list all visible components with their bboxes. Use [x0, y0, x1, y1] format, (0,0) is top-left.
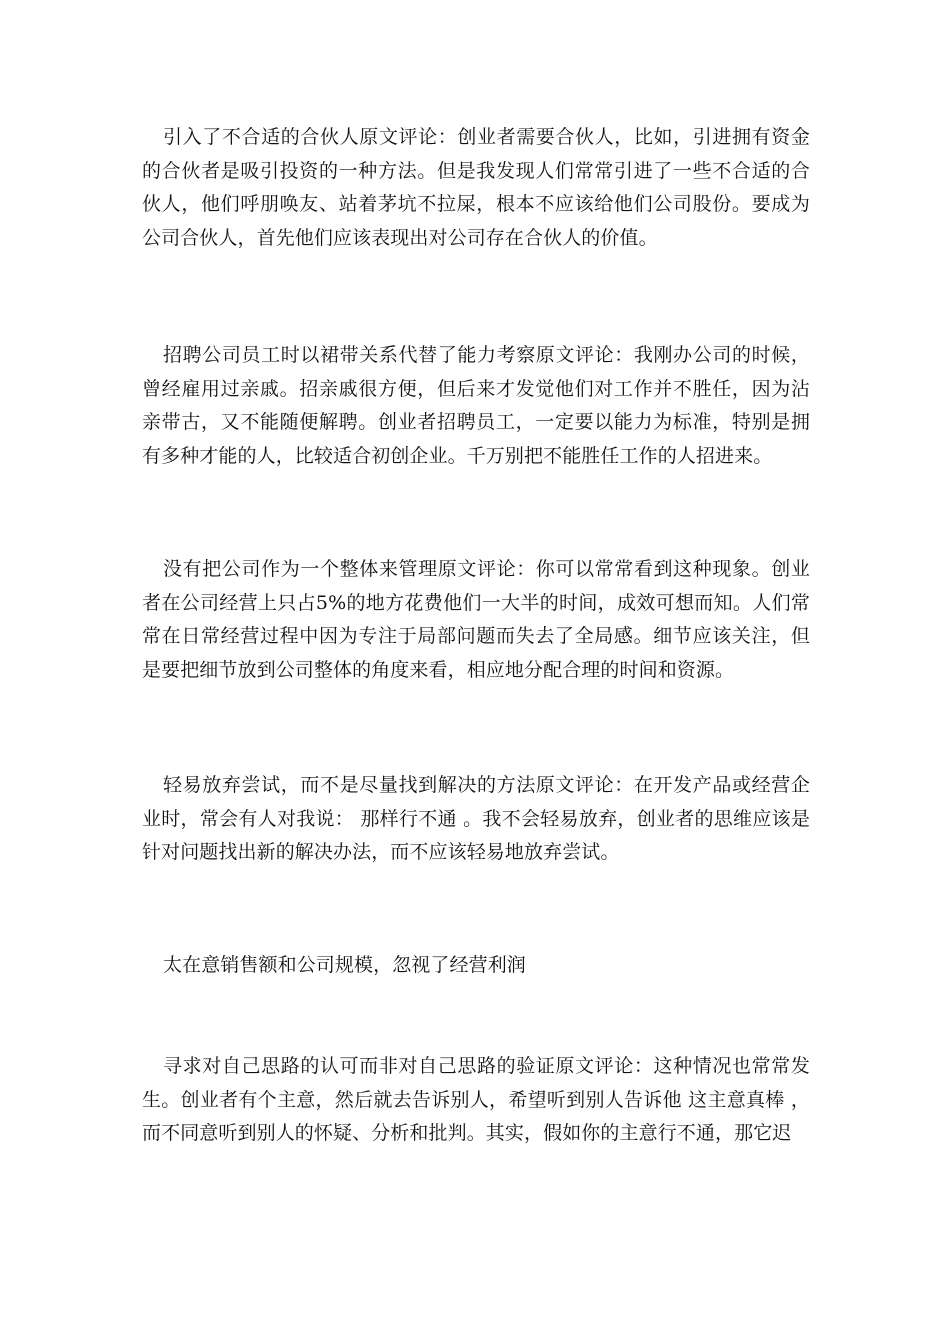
paragraph-nepotism-hiring: 招聘公司员工时以裙带关系代替了能力考察原文评论：我刚办公司的时候，曾经雇用过亲戚。招亲戚很方便，但后来才发觉他们对工作并不胜任，因为沾亲带古，又不能随便解聘。创业者招聘员工，一定要以能力为标准，特别是拥有多种才能的人，比较适合初创企业。千万别把不能胜任工作的人招进来。 [142, 344, 810, 467]
paragraph-whole-company-management: 没有把公司作为一个整体来管理原文评论：你可以常常看到这种现象。创业者在公司经营上只占5%的地方花费他们一大半的时间，成效可想而知。人们常常在日常经营过程中因为专注于局部问题而失去了全局感。细节应该关注，但是要把细节放到公司整体的角度来看，相应地分配合理的时间和资源。 [142, 558, 810, 681]
paragraph-sales-vs-profit: 太在意销售额和公司规模，忽视了经营利润 [163, 954, 526, 976]
paragraph-seeking-approval: 寻求对自己思路的认可而非对自己思路的验证原文评论：这种情况也常常发生。创业者有个主意，然后就去告诉别人，希望听到别人告诉他 这主意真棒 ，而不同意听到别人的怀疑、分析和批判。其实，假如你的主意行不通，那它迟 [142, 1055, 810, 1144]
paragraph-giving-up-easily: 轻易放弃尝试，而不是尽量找到解决的方法原文评论：在开发产品或经营企业时，常会有人对我说： 那样行不通 。我不会轻易放弃，创业者的思维应该是针对问题找出新的解决办法，而不应该轻易地放弃尝试。 [142, 774, 810, 863]
paragraph-unsuitable-partners: 引入了不合适的合伙人原文评论：创业者需要合伙人，比如，引进拥有资金的合伙者是吸引投资的一种方法。但是我发现人们常常引进了一些不合适的合伙人，他们呼朋唤友、站着茅坑不拉屎，根本不应该给他们公司股份。要成为公司合伙人，首先他们应该表现出对公司存在合伙人的价值。 [142, 126, 810, 249]
